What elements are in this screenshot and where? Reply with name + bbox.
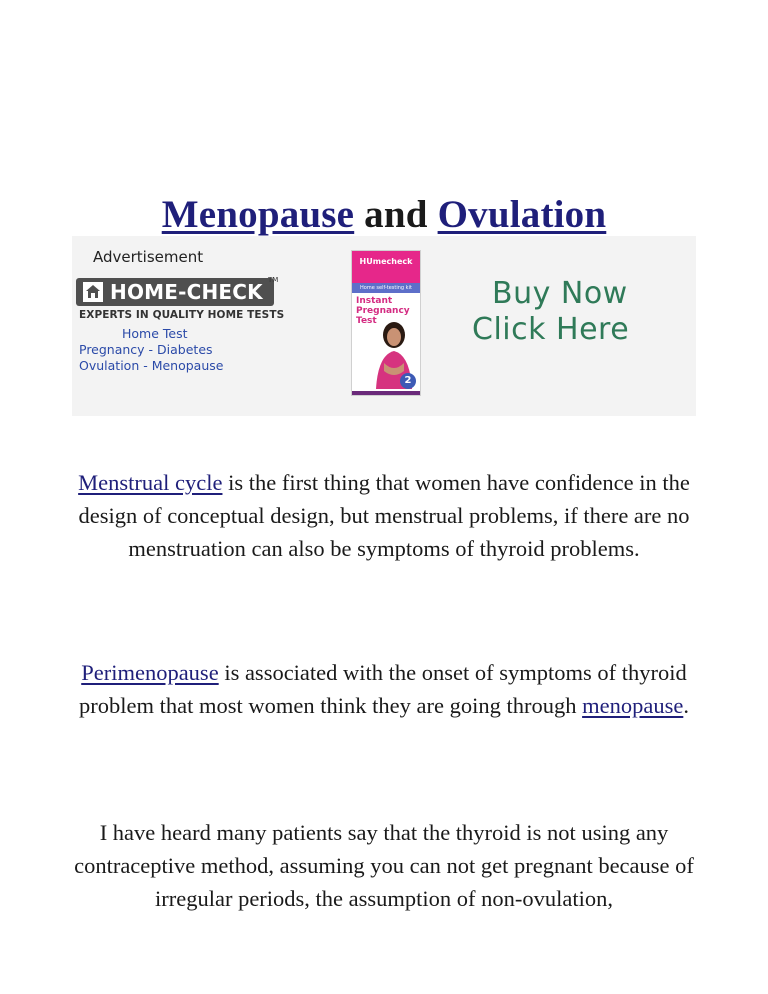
trademark-mark: TM (268, 276, 279, 284)
ad-tagline: EXPERTS IN QUALITY HOME TESTS (79, 309, 285, 321)
product-brand: HUmecheck (352, 251, 420, 283)
ad-label: Advertisement (93, 248, 204, 266)
ovulation-title-link[interactable]: Ovulation (437, 193, 607, 237)
ad-tests-line-1: Pregnancy - Diabetes (79, 342, 213, 357)
menopause-title-link[interactable]: Menopause (161, 193, 355, 237)
home-check-logo (76, 278, 274, 306)
menopause-link[interactable]: menopause (582, 693, 684, 718)
pregnancy-test-product-image (351, 250, 421, 396)
click-here-link[interactable]: Click Here (472, 312, 630, 347)
product-title: Instant Pregnancy Test (356, 296, 410, 326)
paragraph-1-text: is the first thing that women have confidence in the design of conceptual design, but menstrual problems, if there are no menstruation can also be symptoms of thyroid problems. (78, 470, 690, 561)
menstrual-cycle-link[interactable]: Menstrual cycle (78, 470, 223, 495)
paragraph-3-text: I have heard many patients say that the thyroid is not using any contraceptive method, assuming you can not get pregnant because of irregular periods, the assumption of non-ovulation, (74, 820, 694, 911)
paragraph-contraception (62, 816, 706, 915)
advertisement-banner[interactable] (72, 236, 696, 416)
house-icon (82, 281, 104, 303)
title-connector: and (354, 193, 438, 237)
paragraph-perimenopause (62, 656, 706, 722)
perimenopause-link[interactable]: Perimenopause (81, 660, 219, 685)
buy-now-link[interactable]: Buy Now (492, 276, 628, 311)
paragraph-2-text-a: is associated with the onset of symptoms of thyroid problem that most women think they are going through (79, 660, 687, 718)
ad-home-test: Home Test (122, 326, 188, 341)
product-strip: Home self-testing kit (352, 283, 420, 293)
ad-tests-line-2: Ovulation - Menopause (79, 358, 224, 373)
product-count-badge: 2 (400, 373, 416, 389)
logo-text: HOME-CHECK (110, 280, 263, 304)
product-bottom-band (352, 391, 420, 395)
paragraph-menstrual-cycle (62, 466, 706, 565)
paragraph-2-text-b: . (683, 693, 689, 718)
page-title (0, 192, 768, 237)
